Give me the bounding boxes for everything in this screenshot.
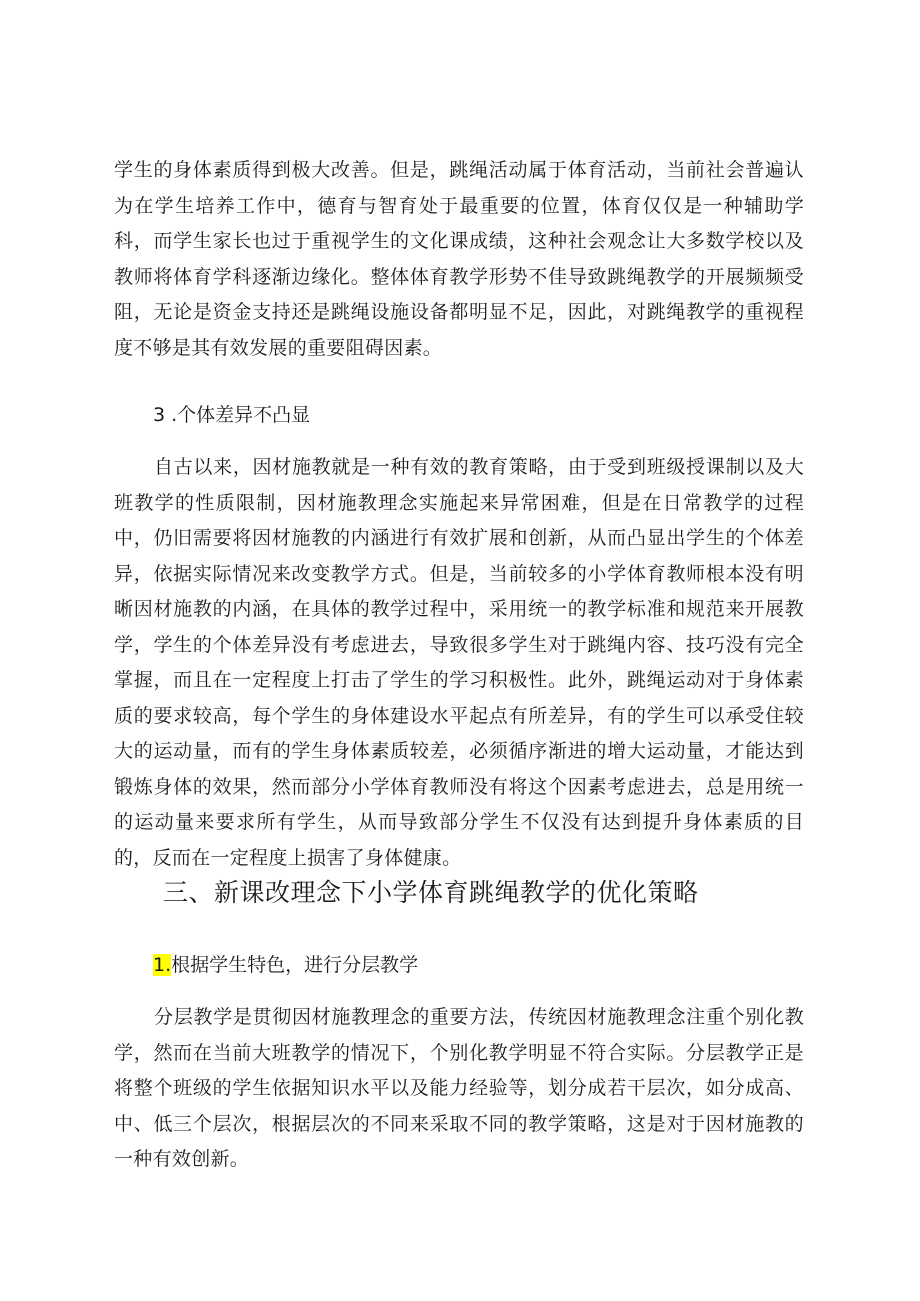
- paragraph-body-2: 自古以来，因材施教就是一种有效的教育策略，由于受到班级授课制以及大班教学的性质限制，因材施教理念实施起来异常困难，但是在日常教学的过程中，仍旧需要将因材施教的内涵进行有效扩展和创新，从而凸显出学生的个体差异，依据实际情况来改变教学方式。但是，当前较多的小学体育教师根本没有明晰因材施教的内涵，在具体的教学过程中，采用统一的教学标准和规范来开展教学，学生的个体差异没有考虑进去，导致很多学生对于跳绳内容、技巧没有完全掌握，而且在一定程度上打击了学生的学习积极性。此外，跳绳运动对于身体素质的要求较高，每个学生的身体建设水平起点有所差异，有的学生可以承受住较大的运动量，而有的学生身体素质较差，必须循序渐进的增大运动量，才能达到锻炼身体的效果，然而部分小学体育教师没有将这个因素考虑进去，总是用统一的运动量来要求所有学生，从而导致部分学生不仅没有达到提升身体素质的目的，反而在一定程度上损害了身体健康。: [114, 456, 804, 869]
- subheading-1-text: 根据学生特色，进行分层教学: [171, 954, 419, 976]
- paragraph-body-3: 分层教学是贯彻因材施教理念的重要方法，传统因材施教理念注重个别化教学，然而在当前大班教学的情况下，个别化教学明显不符合实际。分层教学正是将整个班级的学生依据知识水平以及能力经验等，划分成若干层次，如分成高、中、低三个层次，根据层次的不同来采取不同的教学策略，这是对于因材施教的一种有效创新。: [114, 1006, 804, 1170]
- highlighted-number: 1.: [153, 954, 172, 976]
- paragraph-body-1: 学生的身体素质得到极大改善。但是，跳绳活动属于体育活动，当前社会普遍认为在学生培养工作中，德育与智育处于最重要的位置，体育仅仅是一种辅助学科，而学生家长也过于重视学生的文化课成绩，这种社会观念让大多数学校以及教师将体育学科逐渐边缘化。整体体育教学形势不佳导致跳绳教学的开展频频受阻，无论是资金支持还是跳绳设施设备都明显不足，因此，对跳绳教学的重视程度不够是其有效发展的重要阻碍因素。: [114, 159, 804, 359]
- section-title-3: 三、新课改理念下小学体育跳绳教学的优化策略: [163, 878, 699, 907]
- subheading-3: 3 .个体差异不凸显: [153, 404, 311, 426]
- subheading-1: [153, 950, 418, 980]
